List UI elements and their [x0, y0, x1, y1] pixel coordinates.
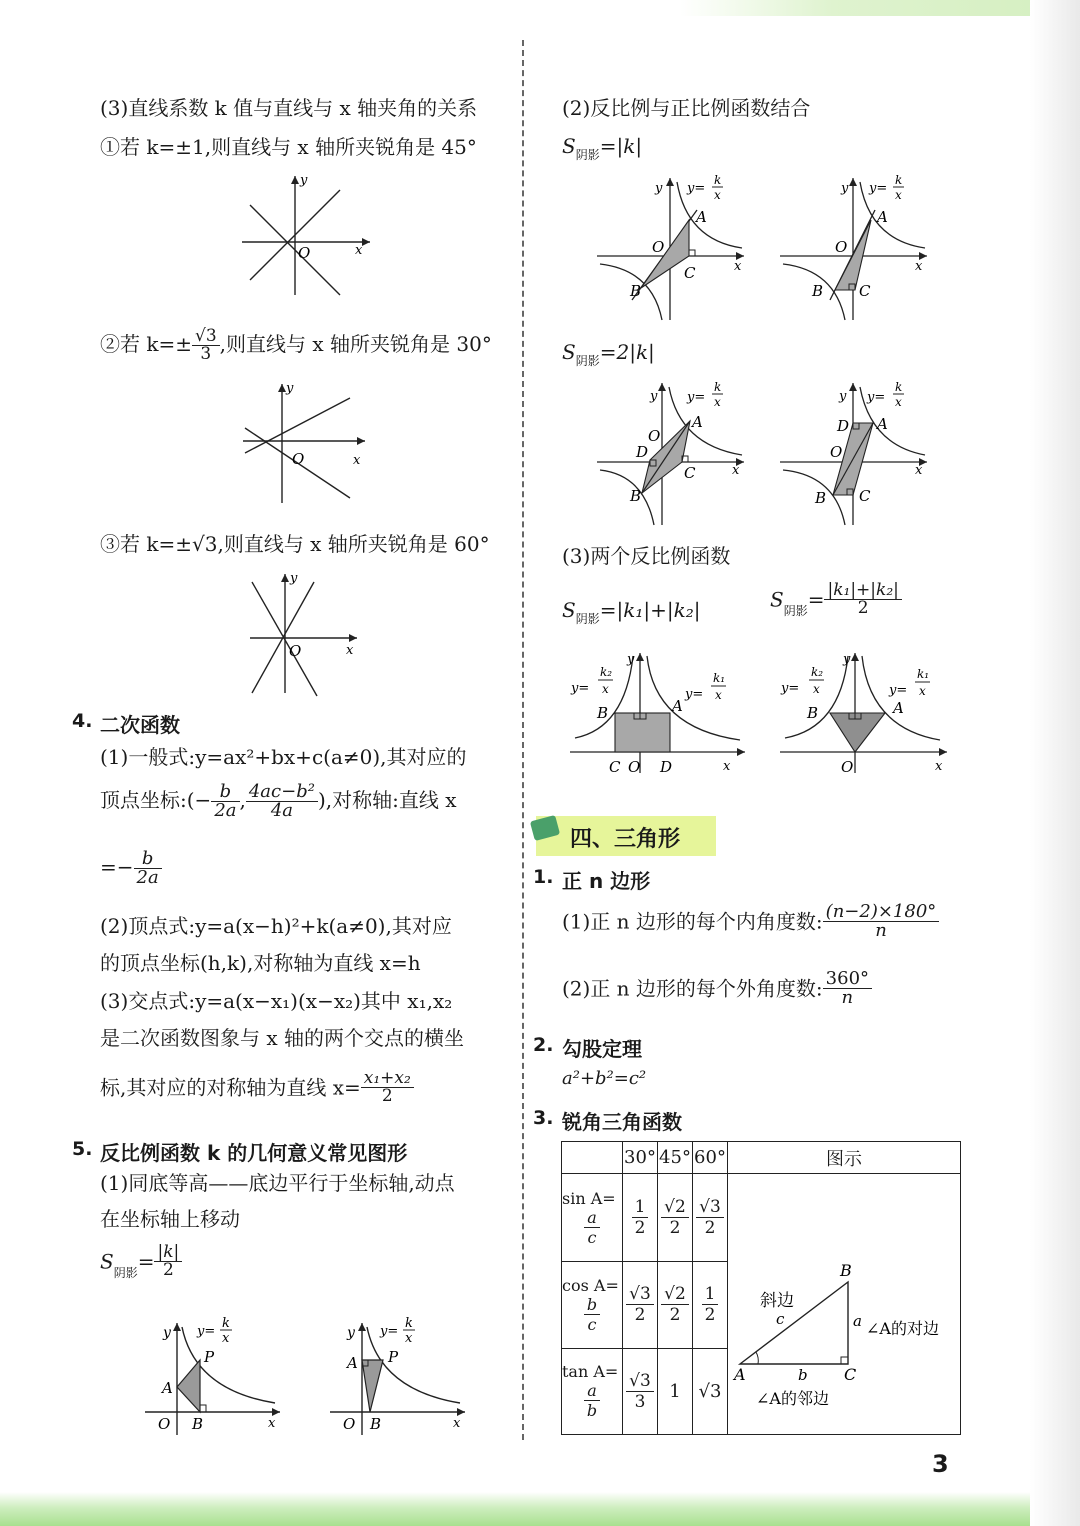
- svg-text:C: C: [684, 264, 696, 282]
- svg-text:k₂: k₂: [600, 665, 613, 679]
- svg-text:O: O: [628, 758, 641, 776]
- area-sum-k: $S_{阴影}=|k_1|+|k_2|$: [562, 598, 701, 626]
- svg-text:x: x: [222, 1331, 230, 1346]
- graph-triangle-area-1: [140, 1305, 290, 1440]
- svg-text:A: A: [162, 1379, 173, 1397]
- general-form: (1)一般式:y=ax²+bx+c(a≠0),其对应的: [100, 745, 467, 769]
- sin-45: $\frac{√2}{2}$: [658, 1174, 693, 1262]
- svg-text:A: A: [877, 208, 888, 226]
- axis-of-symmetry: =− $\frac{b}{2a}$: [100, 850, 162, 887]
- svg-text:A: A: [692, 413, 703, 431]
- item-2-number: 2.: [533, 1034, 554, 1056]
- sin-label: sin A= $\frac{a}{c}$: [562, 1174, 623, 1262]
- svg-text:x: x: [405, 1331, 413, 1346]
- tan-30: $\frac{√3}{3}$: [623, 1348, 658, 1434]
- graph-60-deg: [242, 568, 372, 698]
- svg-text:y=: y=: [380, 1324, 399, 1339]
- item-1-number: 1.: [533, 866, 554, 888]
- svg-text:x: x: [935, 759, 943, 774]
- sin-30: $\frac{1}{2}$: [623, 1174, 658, 1262]
- svg-text:B: B: [192, 1415, 204, 1433]
- area-2abs-k: $S_{阴影}=2|k|$: [562, 340, 655, 368]
- svg-text:斜边: 斜边: [760, 1291, 794, 1311]
- tan-45: 1: [658, 1348, 693, 1434]
- svg-text:A: A: [734, 1365, 746, 1384]
- two-inverse-title: (3)两个反比例函数: [562, 544, 731, 568]
- column-divider: [522, 40, 524, 1440]
- section-4-number: 4.: [72, 710, 93, 732]
- svg-text:D: D: [636, 443, 649, 461]
- trig-table: [561, 1141, 961, 1435]
- svg-text:y: y: [163, 1325, 171, 1341]
- graph-two-inverse-rect: [565, 648, 750, 778]
- svg-text:∠A的对边: ∠A的对边: [866, 1319, 939, 1338]
- svg-text:A: A: [696, 208, 707, 226]
- svg-text:O: O: [648, 427, 661, 445]
- svg-text:B: B: [840, 1261, 852, 1280]
- svg-text:y: y: [286, 381, 294, 396]
- svg-text:k: k: [222, 1316, 230, 1331]
- svg-text:x: x: [602, 682, 609, 696]
- svg-text:C: C: [609, 758, 621, 776]
- svg-text:y: y: [843, 652, 851, 667]
- svg-text:y: y: [839, 389, 847, 404]
- svg-text:k: k: [895, 380, 903, 394]
- svg-text:x: x: [715, 688, 722, 702]
- svg-text:O: O: [343, 1415, 356, 1433]
- area-abs-k: $S_{阴影}=|k|$: [562, 134, 643, 162]
- sin-60: $\frac{√3}{2}$: [693, 1174, 728, 1262]
- svg-text:O: O: [841, 758, 854, 776]
- svg-text:k₁: k₁: [917, 667, 930, 681]
- svg-text:k: k: [714, 173, 722, 187]
- intercept-form-axis: 标,其对应的对称轴为直线 x= $\frac{\text{x₁+x₂}}{2}$: [100, 1070, 414, 1105]
- case-60: ③若 k=±√3,则直线与 x 轴所夹锐角是 60°: [100, 532, 490, 556]
- graph-30-deg: [235, 378, 375, 508]
- svg-text:k₁: k₁: [713, 671, 726, 685]
- svg-text:O: O: [298, 244, 311, 262]
- same-base-height-line2: 在坐标轴上移动: [100, 1207, 240, 1231]
- svg-text:∠A的邻边: ∠A的邻边: [756, 1389, 829, 1408]
- svg-text:y: y: [627, 652, 635, 667]
- svg-text:x: x: [723, 759, 731, 774]
- svg-text:y=: y=: [197, 1324, 216, 1339]
- svg-text:k₂: k₂: [811, 665, 824, 679]
- vertex-form: (2)顶点式:y=a(x−h)²+k(a≠0),其对应: [100, 914, 452, 938]
- svg-text:y=: y=: [889, 683, 908, 698]
- svg-text:y=: y=: [867, 390, 886, 405]
- svg-text:y=: y=: [869, 181, 888, 196]
- slope-angle-title: (3)直线系数 k 值与直线与 x 轴夹角的关系: [100, 96, 478, 120]
- svg-text:y: y: [650, 389, 658, 404]
- svg-text:x: x: [919, 684, 926, 698]
- graph-2abs-k-2: [775, 375, 935, 530]
- exterior-angle: (2)正 n 边形的每个外角度数: $\frac{360^\circ}{n}$: [562, 970, 872, 1007]
- intercept-form: (3)交点式:y=a(x−x₁)(x−x₂)其中 x₁,x₂: [100, 989, 453, 1013]
- graph-triangle-area-2: [325, 1305, 475, 1440]
- svg-text:B: B: [370, 1415, 382, 1433]
- svg-text:b: b: [798, 1366, 808, 1384]
- inverse-geometry-heading: 反比例函数 k 的几何意义常见图形: [100, 1141, 408, 1165]
- cos-30: $\frac{√3}{2}$: [623, 1262, 658, 1348]
- svg-text:A: A: [893, 699, 904, 717]
- page-edge-shadow: [1030, 0, 1080, 1526]
- svg-text:A: A: [672, 697, 683, 715]
- right-triangle-svg: [728, 1174, 960, 1434]
- triangle-section-title: 四、三角形: [570, 827, 681, 852]
- svg-text:D: D: [837, 417, 850, 435]
- svg-text:B: B: [597, 704, 609, 722]
- graph-45-deg: [230, 170, 380, 300]
- vertex-form-detail: 的顶点坐标(h,k),对称轴为直线 x=h: [100, 951, 421, 975]
- svg-text:x: x: [895, 395, 902, 409]
- svg-text:C: C: [844, 1365, 857, 1384]
- svg-text:y=: y=: [781, 681, 800, 696]
- section-5-number: 5.: [72, 1138, 93, 1160]
- inverse-direct-title: (2)反比例与正比例函数结合: [562, 96, 811, 120]
- bottom-green-band: [0, 1492, 1080, 1526]
- svg-text:O: O: [652, 238, 665, 256]
- quadratic-heading: 二次函数: [100, 713, 180, 737]
- svg-text:c: c: [776, 1310, 785, 1328]
- tan-60: √3: [693, 1348, 728, 1434]
- svg-text:y=: y=: [687, 390, 706, 405]
- graph-abs-k-2: [775, 170, 935, 325]
- tan-label: tan A= $\frac{a}{b}$: [562, 1348, 623, 1434]
- interior-angle: (1)正 n 边形的每个内角度数: $\frac{(n-2)\times 180^\circ}{n}$: [562, 903, 939, 940]
- cos-60: $\frac{1}{2}$: [693, 1262, 728, 1348]
- svg-text:x: x: [353, 453, 361, 468]
- svg-text:x: x: [714, 188, 721, 202]
- page-number: 3: [932, 1450, 949, 1478]
- svg-text:x: x: [732, 463, 740, 478]
- svg-text:y: y: [290, 571, 298, 586]
- svg-text:x: x: [734, 259, 742, 274]
- top-green-band: [680, 0, 1060, 16]
- svg-text:B: B: [630, 487, 642, 505]
- svg-text:x: x: [346, 643, 354, 658]
- intercept-form-detail: 是二次函数图象与 x 轴的两个交点的横坐: [100, 1026, 464, 1050]
- cos-45: $\frac{√2}{2}$: [658, 1262, 693, 1348]
- svg-text:C: C: [859, 282, 871, 300]
- svg-text:C: C: [859, 487, 871, 505]
- svg-text:k: k: [895, 173, 903, 187]
- book-icon: [530, 815, 560, 841]
- svg-text:x: x: [915, 463, 923, 478]
- svg-text:O: O: [830, 443, 843, 461]
- svg-text:O: O: [292, 450, 305, 468]
- svg-text:A: A: [877, 415, 888, 433]
- svg-text:C: C: [684, 464, 696, 482]
- header-30: 30°: [623, 1142, 658, 1174]
- svg-text:x: x: [714, 395, 721, 409]
- svg-text:B: B: [807, 704, 819, 722]
- svg-text:y=: y=: [571, 681, 590, 696]
- svg-text:A: A: [347, 1354, 358, 1372]
- svg-text:P: P: [204, 1348, 215, 1366]
- header-45: 45°: [658, 1142, 693, 1174]
- right-triangle-diagram: [728, 1174, 961, 1435]
- svg-text:x: x: [895, 188, 902, 202]
- svg-text:O: O: [158, 1415, 171, 1433]
- item-3-number: 3.: [533, 1107, 554, 1129]
- case-30: ②若 k=± $\frac{√3}{3}$ ,则直线与 x 轴所夹锐角是 30°: [100, 326, 492, 364]
- graph-2abs-k-1: [592, 375, 752, 530]
- svg-text:D: D: [660, 758, 673, 776]
- same-base-height-line1: (1)同底等高——底边平行于坐标轴,动点: [100, 1171, 455, 1195]
- svg-text:a: a: [853, 1312, 862, 1330]
- graph-abs-k-1: [592, 170, 752, 325]
- svg-text:y: y: [347, 1325, 355, 1341]
- svg-text:x: x: [355, 243, 363, 258]
- svg-text:O: O: [289, 642, 302, 660]
- header-diagram: 图示: [728, 1142, 961, 1174]
- svg-text:B: B: [630, 282, 642, 300]
- area-half-k: $S_{阴影}=$ $\frac{|k|}{2}$: [100, 1244, 182, 1279]
- pythagorean-formula: a²+b²=c²: [562, 1068, 647, 1089]
- vertex-coordinates: 顶点坐标:(− $\frac{b}{2a}$ , $\frac{\text{4ac−b²}}{4a}$ ),对称轴:直线 x: [100, 781, 457, 821]
- svg-text:B: B: [812, 282, 824, 300]
- graph-two-inverse-triangle: [775, 648, 955, 778]
- svg-text:x: x: [453, 1416, 461, 1431]
- header-60: 60°: [693, 1142, 728, 1174]
- cos-label: cos A= $\frac{b}{c}$: [562, 1262, 623, 1348]
- svg-text:k: k: [714, 380, 722, 394]
- regular-polygon-heading: 正 n 边形: [562, 869, 651, 893]
- svg-text:x: x: [813, 682, 820, 696]
- trig-heading: 锐角三角函数: [562, 1110, 682, 1134]
- area-half-sum-k: $S_{阴影}=$ $\frac{\text{|k₁|+|k₂|}}{2}$: [770, 582, 902, 617]
- svg-text:k: k: [405, 1316, 413, 1331]
- svg-text:P: P: [388, 1348, 399, 1366]
- pythagorean-heading: 勾股定理: [562, 1037, 642, 1061]
- case-45: ①若 k=±1,则直线与 x 轴所夹锐角是 45°: [100, 135, 477, 159]
- svg-text:y=: y=: [687, 181, 706, 196]
- axis-y-label: y: [300, 173, 308, 188]
- svg-text:O: O: [835, 238, 848, 256]
- svg-text:y: y: [655, 181, 663, 196]
- svg-text:x: x: [268, 1416, 276, 1431]
- svg-text:y: y: [841, 181, 849, 196]
- svg-text:x: x: [915, 259, 923, 274]
- svg-text:B: B: [815, 489, 827, 507]
- svg-text:y=: y=: [685, 687, 704, 702]
